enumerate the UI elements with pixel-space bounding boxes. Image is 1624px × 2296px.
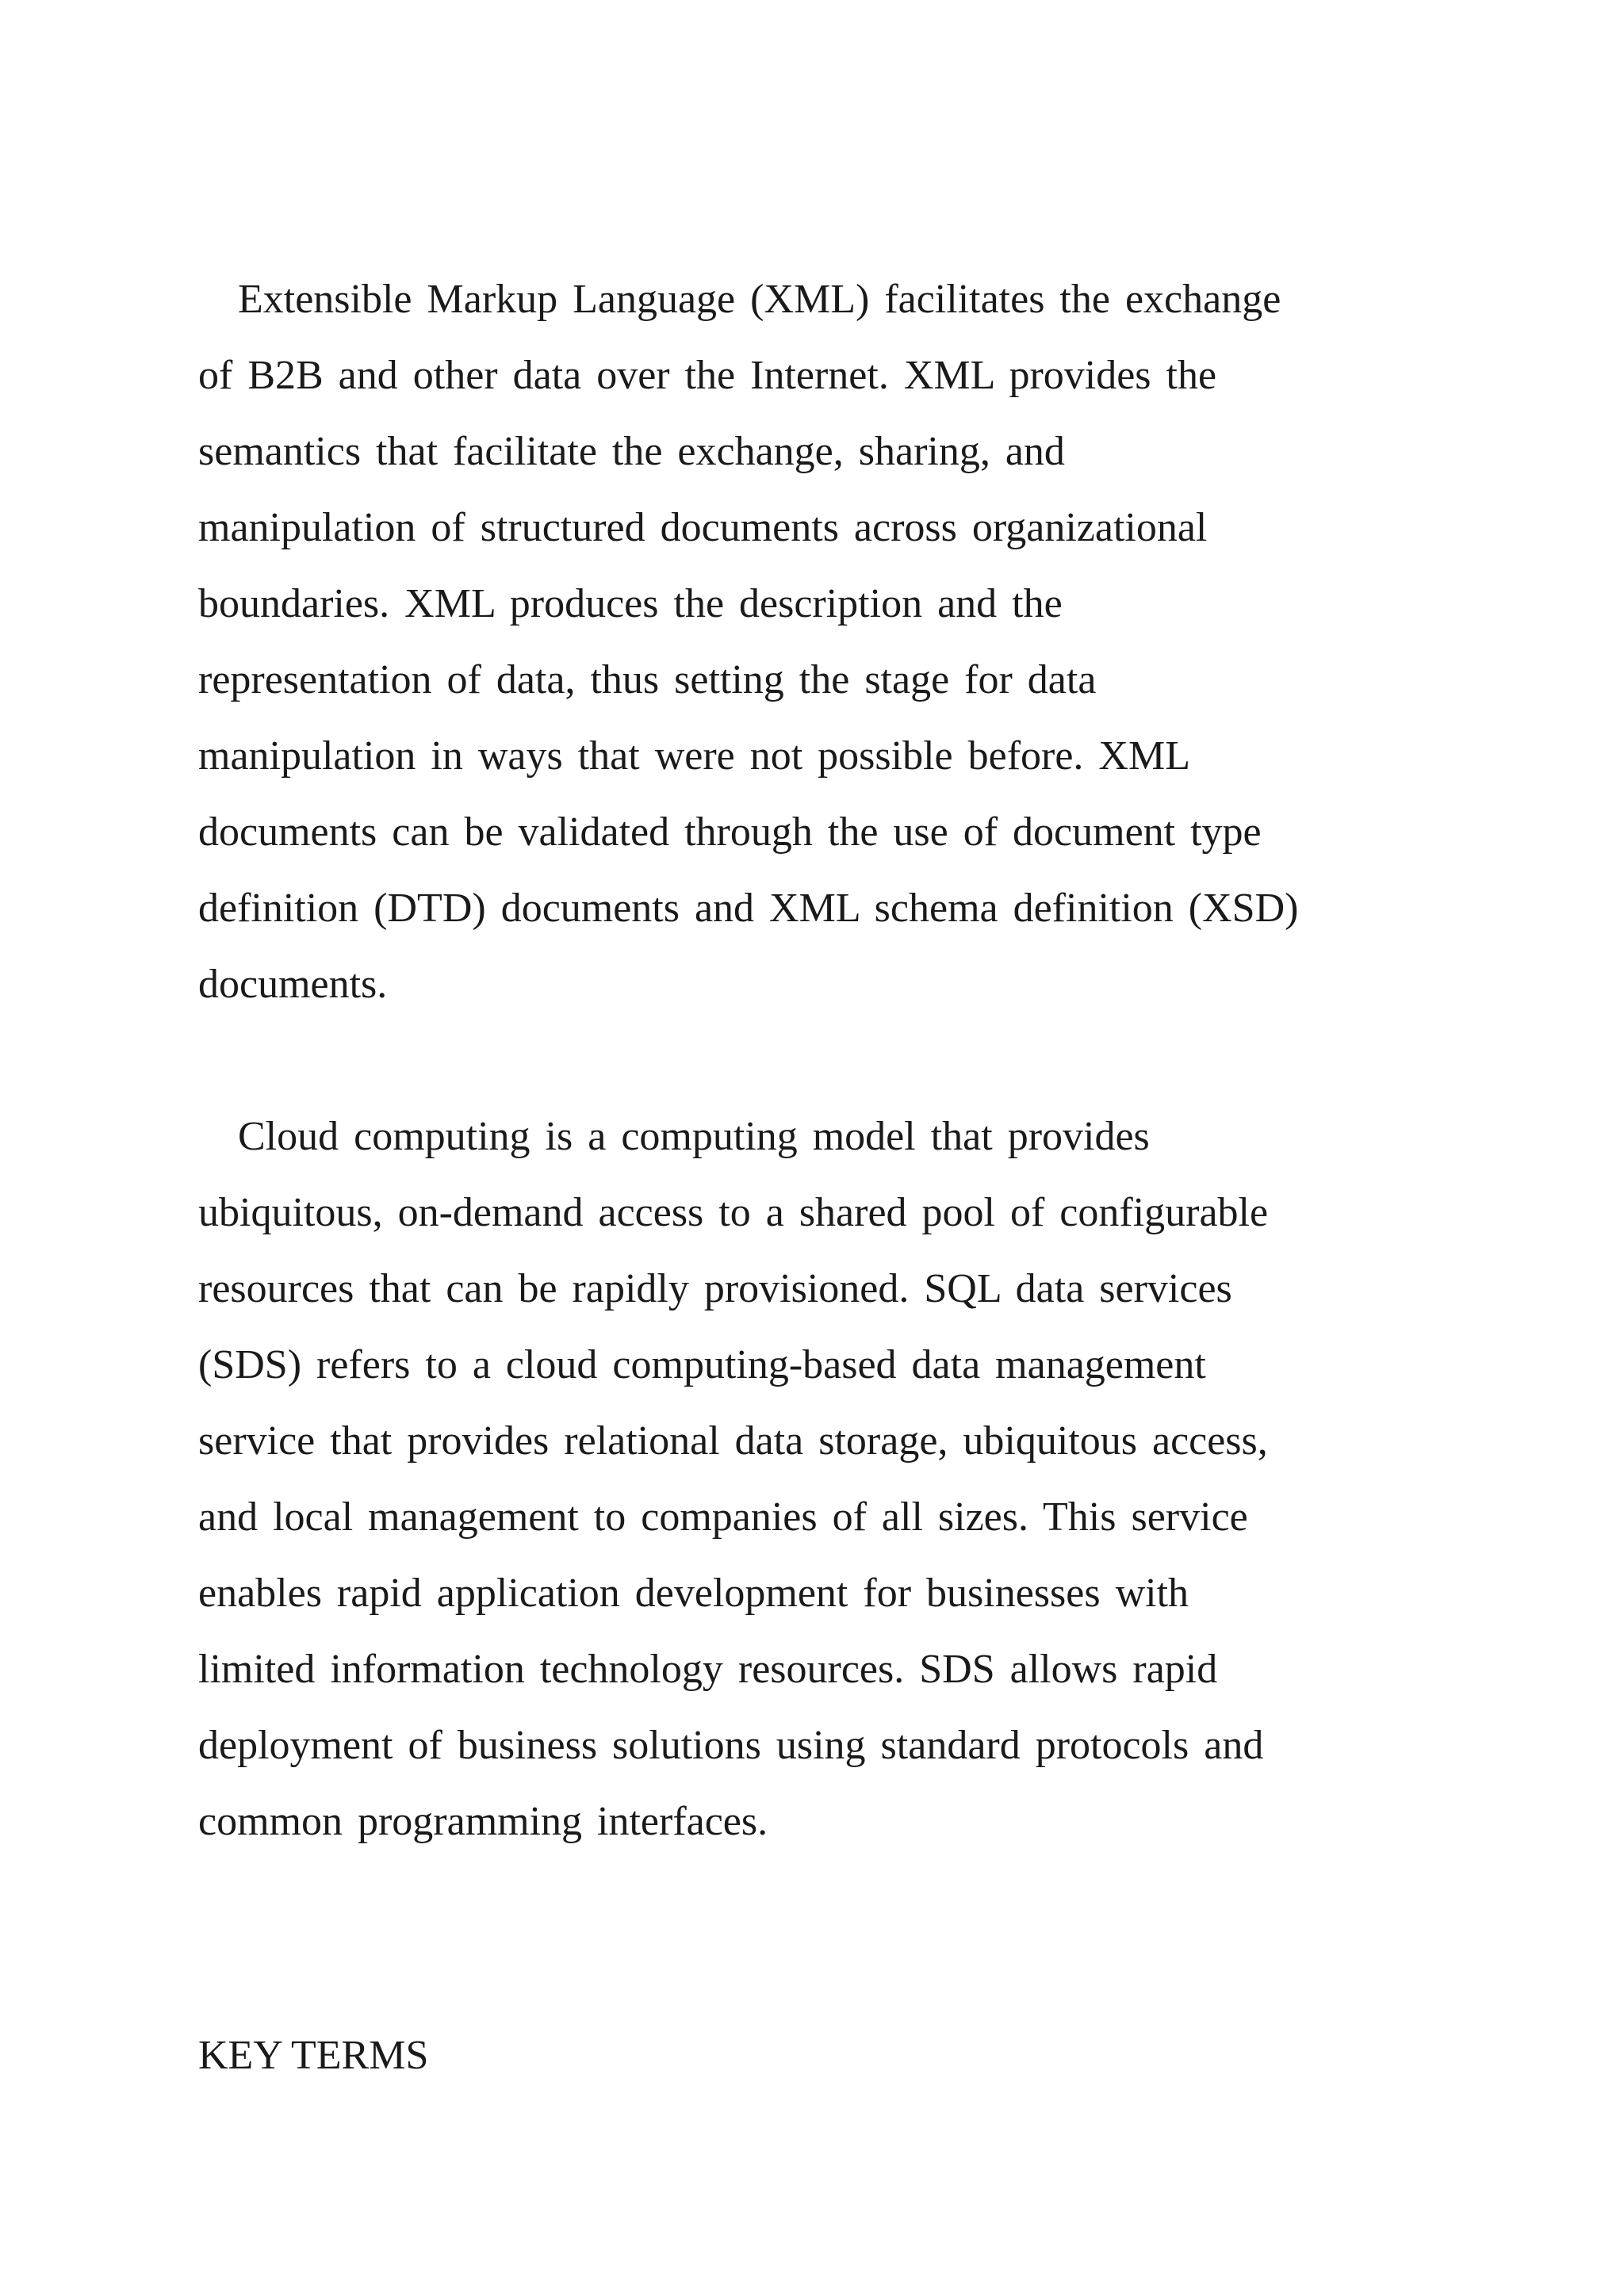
text-line: deployment of business solutions using standard protocols and xyxy=(198,1723,1264,1768)
text-line: and local management to companies of all sizes. This service xyxy=(198,1494,1248,1540)
text-line: documents. xyxy=(198,962,388,1007)
text-line: service that provides relational data storage, ubiquitous access, xyxy=(198,1418,1268,1464)
text-line: ubiquitous, on-demand access to a shared pool of configurable xyxy=(198,1190,1269,1235)
text-line: (SDS) refers to a cloud computing-based data management xyxy=(198,1342,1206,1387)
text-line: resources that can be rapidly provisioned. SQL data services xyxy=(198,1266,1232,1311)
key-terms-heading: KEY TERMS xyxy=(198,2033,429,2078)
text-line: Cloud computing is a computing model that provides xyxy=(238,1114,1150,1159)
text-line: manipulation of structured documents across organizational xyxy=(198,505,1208,550)
text-line: of B2B and other data over the Internet. XML provides the xyxy=(198,353,1217,398)
paragraph-xml xyxy=(198,262,1435,1023)
text-line: boundaries. XML produces the description and the xyxy=(198,581,1063,626)
text-line: representation of data, thus setting the stage for data xyxy=(198,657,1097,702)
text-line: definition (DTD) documents and XML schema definition (XSD) xyxy=(198,886,1299,931)
body-text xyxy=(198,262,1435,1860)
text-line: limited information technology resources. SDS allows rapid xyxy=(198,1647,1218,1692)
text-line: documents can be validated through the use of document type xyxy=(198,809,1262,855)
text-line: Extensible Markup Language (XML) facilitates the exchange xyxy=(238,277,1281,322)
text-line: common programming interfaces. xyxy=(198,1799,768,1844)
text-line: manipulation in ways that were not possible before. XML xyxy=(198,733,1190,779)
text-line: semantics that facilitate the exchange, sharing, and xyxy=(198,429,1065,474)
paragraph-cloud-computing xyxy=(198,1099,1435,1860)
text-line: enables rapid application development for businesses with xyxy=(198,1571,1189,1616)
